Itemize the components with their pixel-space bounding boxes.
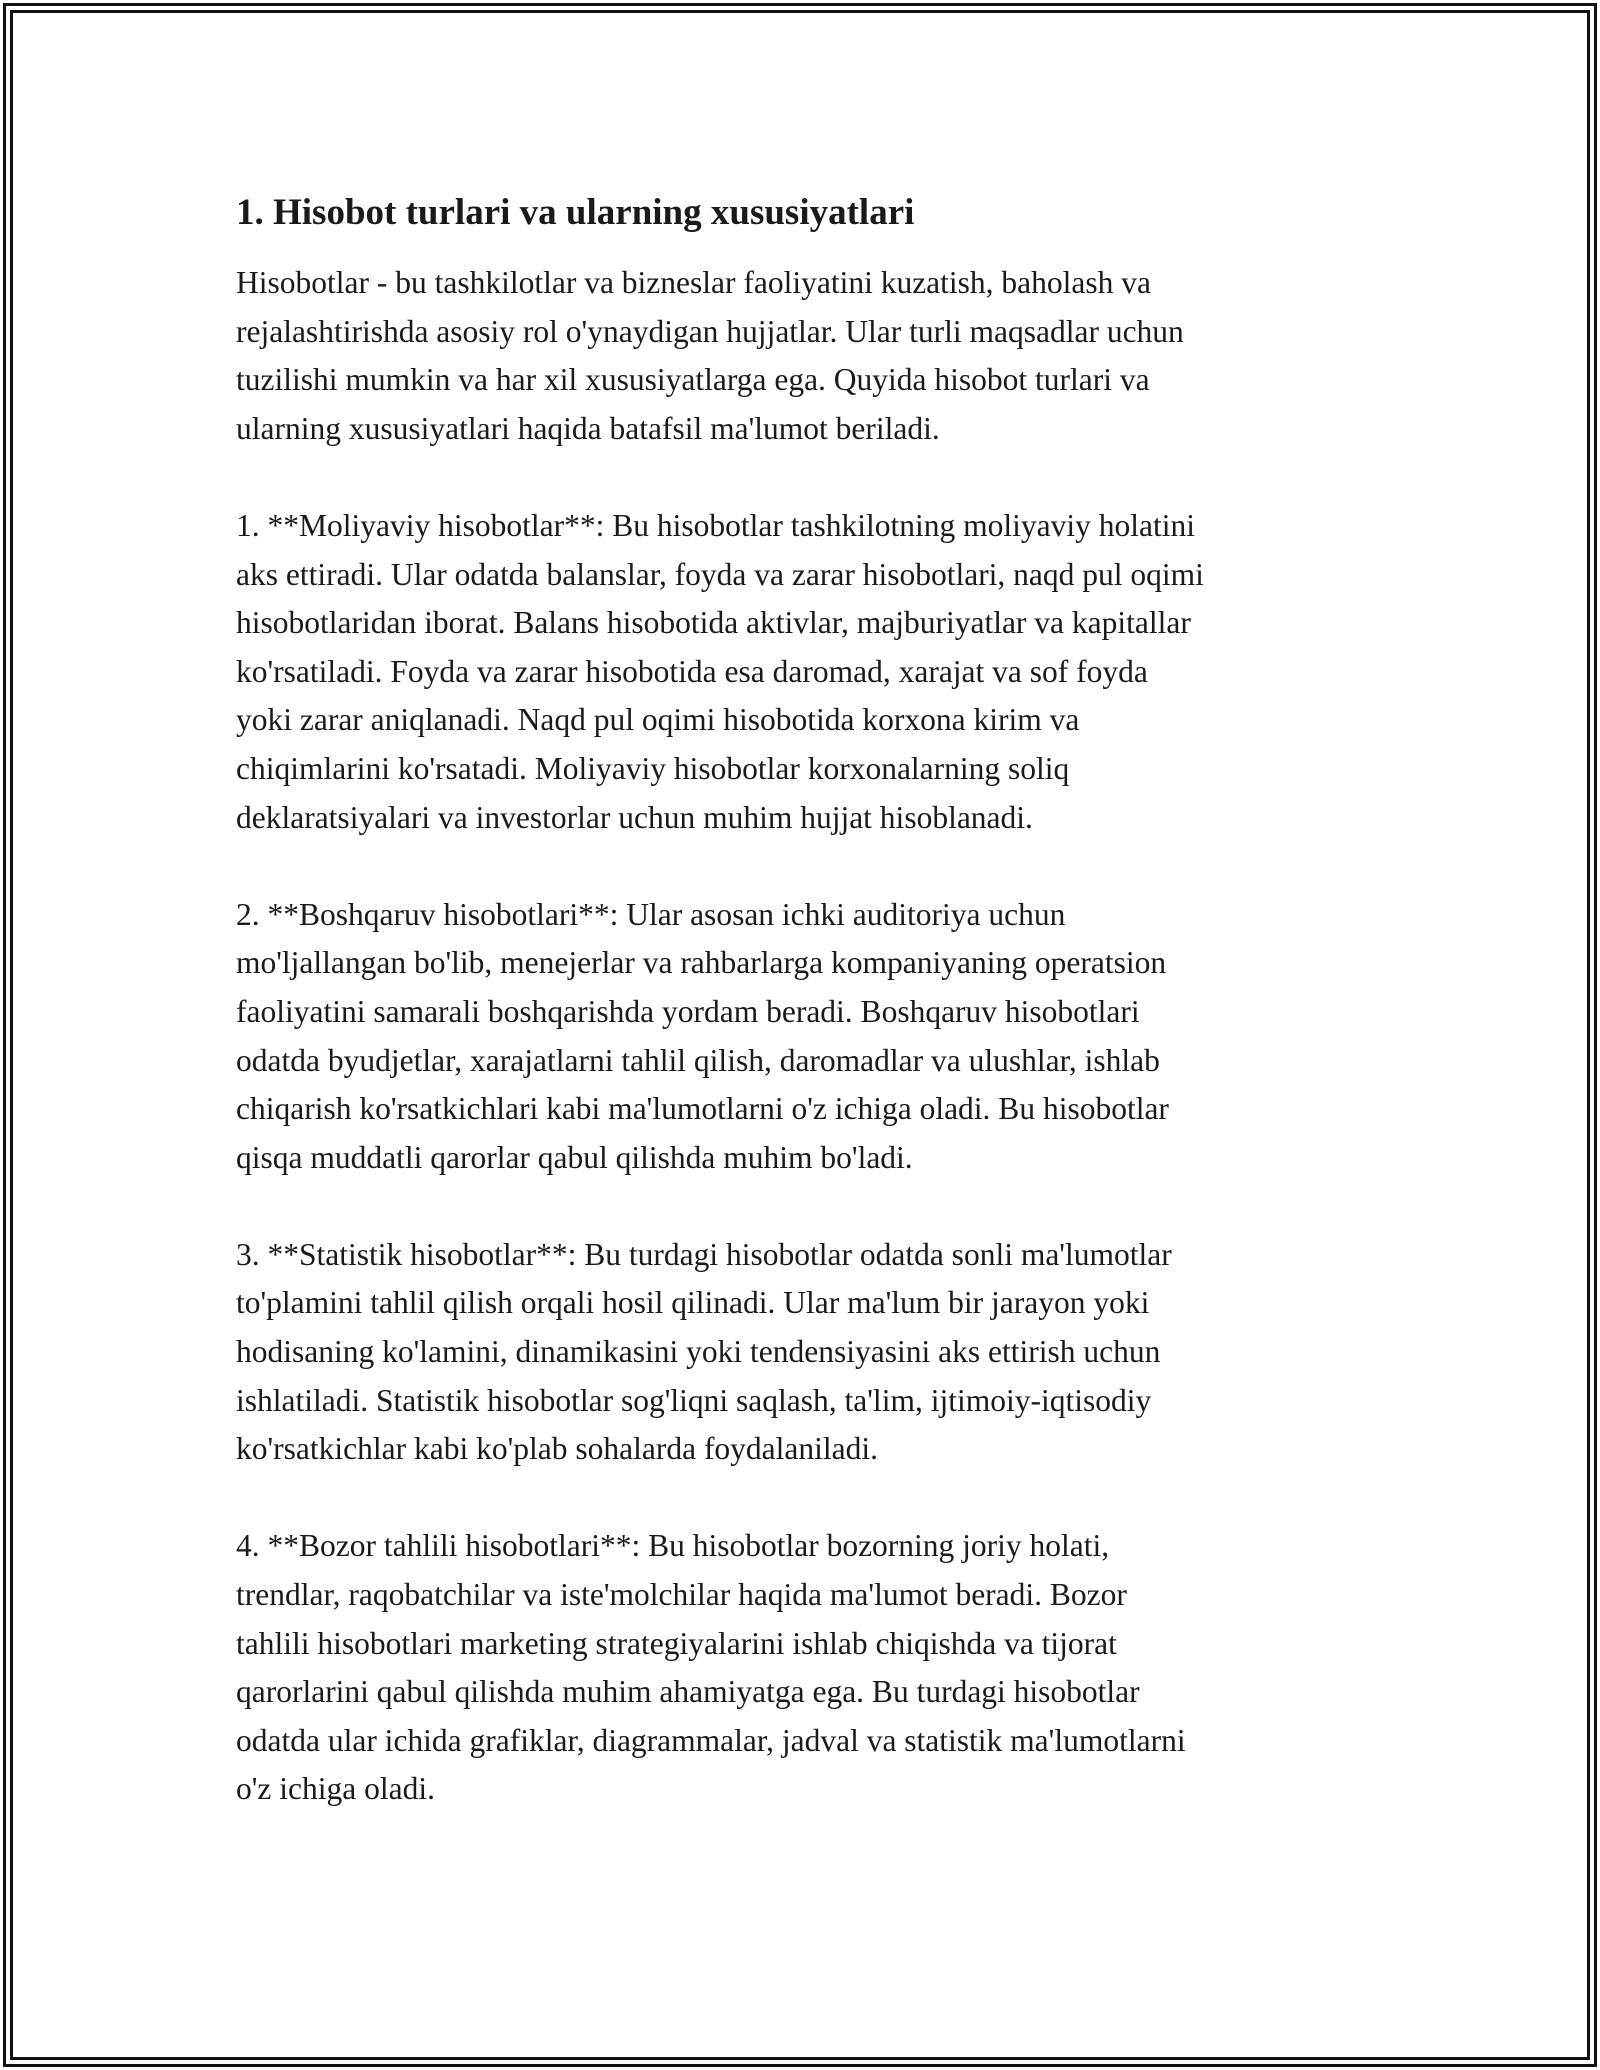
paragraph-market-analysis-reports: 4. **Bozor tahlili hisobotlari**: Bu hisobotlar bozorning joriy holati, trendlar, raqobatchilar va iste'molchilar haqida ma'lumot beradi. Bozor tahlili hisobotlari marketing strategiyalarini ishlab chiqishda va tijorat qarorlarini qabul qilishda muhim ahamiyatga ega. Bu turdagi hisobotlar odatda ular ichida grafiklar, diagrammalar, jadval va statistik ma'lumotlarni o'z ichiga oladi. bbox=[236, 1528, 1186, 1807]
paragraph-financial-reports: 1. **Moliyaviy hisobotlar**: Bu hisobotlar tashkilotning moliyaviy holatini aks ettiradi. Ular odatda balanslar, foyda va zarar hisobotlari, naqd pul oqimi hisobotlaridan iborat. Balans hisobotida aktivlar, majburiyatlar va kapitallar ko'rsatiladi. Foyda va zarar hisobotida esa daromad, xarajat va sof foyda yoki zarar aniqlanadi. Naqd pul oqimi hisobotida korxona kirim va chiqimlarini ko'rsatadi. Moliyaviy hisobotlar korxonalarning soliq deklaratsiyalari va investorlar uchun muhim hujjat hisoblanadi. bbox=[236, 507, 1204, 835]
intro-paragraph: Hisobotlar - bu tashkilotlar va bizneslar faoliyatini kuzatish, baholash va rejalashtirishda asosiy rol o'ynaydigan hujjatlar. Ular turli maqsadlar uchun tuzilishi mumkin va har xil xususiyatlarga ega. Quyida hisobot turlari va ularning xususiyatlari haqida batafsil ma'lumot beriladi. bbox=[236, 265, 1184, 446]
section-heading: 1. Hisobot turlari va ularning xususiyatlari bbox=[236, 192, 915, 233]
document-body bbox=[236, 187, 1366, 1814]
paragraph-statistical-reports: 3. **Statistik hisobotlar**: Bu turdagi hisobotlar odatda sonli ma'lumotlar to'plamini tahlil qilish orqali hosil qilinadi. Ular ma'lum bir jarayon yoki hodisaning ko'lamini, dinamikasini yoki tendensiyasini aks ettirish uchun ishlatiladi. Statistik hisobotlar sog'liqni saqlash, ta'lim, ijtimoiy-iqtisodiy ko'rsatkichlar kabi ko'plab sohalarda foydalaniladi. bbox=[236, 1236, 1172, 1467]
paragraph-management-reports: 2. **Boshqaruv hisobotlari**: Ular asosan ichki auditoriya uchun mo'ljallangan bo'lib, menejerlar va rahbarlarga kompaniyaning operatsion faoliyatini samarali boshqarishda yordam beradi. Boshqaruv hisobotlari odatda byudjetlar, xarajatlarni tahlil qilish, daromadlar va ulushlar, ishlab chiqarish ko'rsatkichlari kabi ma'lumotlarni o'z ichiga oladi. Bu hisobotlar qisqa muddatli qarorlar qabul qilishda muhim bo'ladi. bbox=[236, 896, 1169, 1175]
